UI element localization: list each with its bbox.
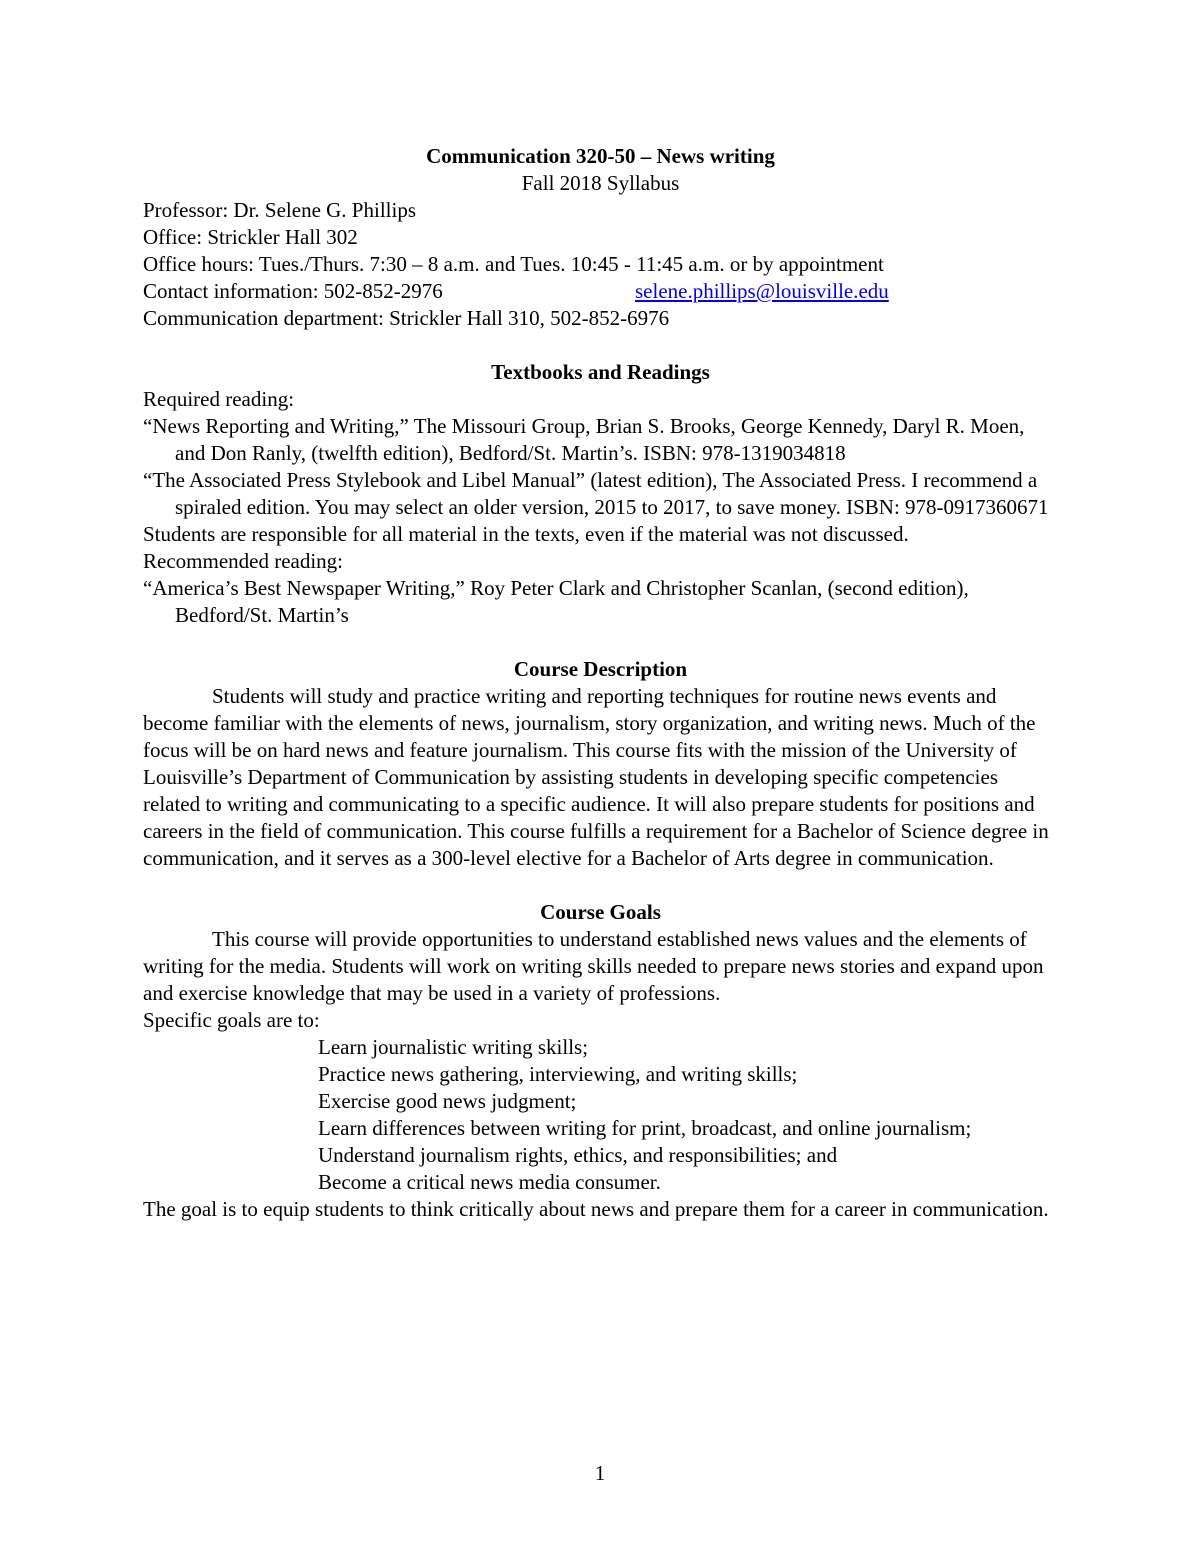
- recommended-reading-item: “America’s Best Newspaper Writing,” Roy Peter Clark and Christopher Scanlan, (second edition), Bedford/St. Martin’s: [143, 576, 969, 627]
- contact-phone: Contact information: 502-852-2976: [143, 279, 443, 303]
- department-line: Communication department: Strickler Hall 310, 502-852-6976: [143, 306, 670, 330]
- spacer: [143, 872, 1058, 899]
- goals-conclusion: The goal is to equip students to think critically about news and prepare them for a career in communication.: [143, 1197, 1049, 1221]
- goal-item: Learn differences between writing for print, broadcast, and online journalism;: [318, 1116, 972, 1140]
- specific-goals-label: Specific goals are to:: [143, 1008, 320, 1032]
- course-title: Communication 320-50 – News writing: [426, 144, 775, 168]
- page-number: 1: [594, 1461, 606, 1485]
- goal-item: Become a critical news media consumer.: [318, 1170, 661, 1194]
- email-link[interactable]: selene.phillips@louisville.edu: [635, 279, 889, 303]
- goals-heading: Course Goals: [540, 900, 661, 924]
- goal-item: Exercise good news judgment;: [318, 1089, 577, 1113]
- goals-intro: This course will provide opportunities to understand established news values and the elements of writing for the media. Students will work on writing skills needed to prepare news stories and expand upon and exercise knowledge that may be used in a variety of professions.: [143, 927, 1044, 1005]
- responsibility-note: Students are responsible for all material in the texts, even if the material was not discussed.: [143, 522, 909, 546]
- description-paragraph: Students will study and practice writing and reporting techniques for routine news events and become familiar with the elements of news, journalism, story organization, and writing news. Much of the focus will be on hard news and feature journalism. This course fits with the mission of the University of Louisville’s Department of Communication by assisting students in developing specific competencies related to writing and communicating to a specific audience. It will also prepare students for positions and careers in the field of communication. This course fulfills a requirement for a Bachelor of Science degree in communication, and it serves as a 300-level elective for a Bachelor of Arts degree in communication.: [143, 684, 1049, 870]
- spacer: [143, 332, 1058, 359]
- description-heading: Course Description: [513, 657, 688, 681]
- goal-item: Learn journalistic writing skills;: [318, 1035, 589, 1059]
- office-hours-line: Office hours: Tues./Thurs. 7:30 – 8 a.m. and Tues. 10:45 - 11:45 a.m. or by appointment: [143, 252, 884, 276]
- contact-row: [143, 278, 1058, 305]
- syllabus-page: [143, 143, 1058, 1223]
- required-reading-label: Required reading:: [143, 387, 295, 411]
- goal-item: Understand journalism rights, ethics, and responsibilities; and: [318, 1143, 838, 1167]
- spacer: [143, 629, 1058, 656]
- office-line: Office: Strickler Hall 302: [143, 225, 358, 249]
- recommended-reading-label: Recommended reading:: [143, 549, 344, 573]
- required-reading-item: “News Reporting and Writing,” The Missouri Group, Brian S. Brooks, George Kennedy, Daryl R. Moen, and Don Ranly, (twelfth edition), Bedford/St. Martin’s. ISBN: 978-1319034818: [143, 414, 1025, 465]
- professor-line: Professor: Dr. Selene G. Phillips: [143, 198, 416, 222]
- syllabus-term: Fall 2018 Syllabus: [521, 171, 680, 195]
- required-reading-item: “The Associated Press Stylebook and Libel Manual” (latest edition), The Associated Press. I recommend a spiraled edition. You may select an older version, 2015 to 2017, to save money. ISBN: 978-0917360671: [143, 468, 1049, 519]
- textbooks-heading: Textbooks and Readings: [491, 360, 710, 384]
- goal-item: Practice news gathering, interviewing, and writing skills;: [318, 1062, 798, 1086]
